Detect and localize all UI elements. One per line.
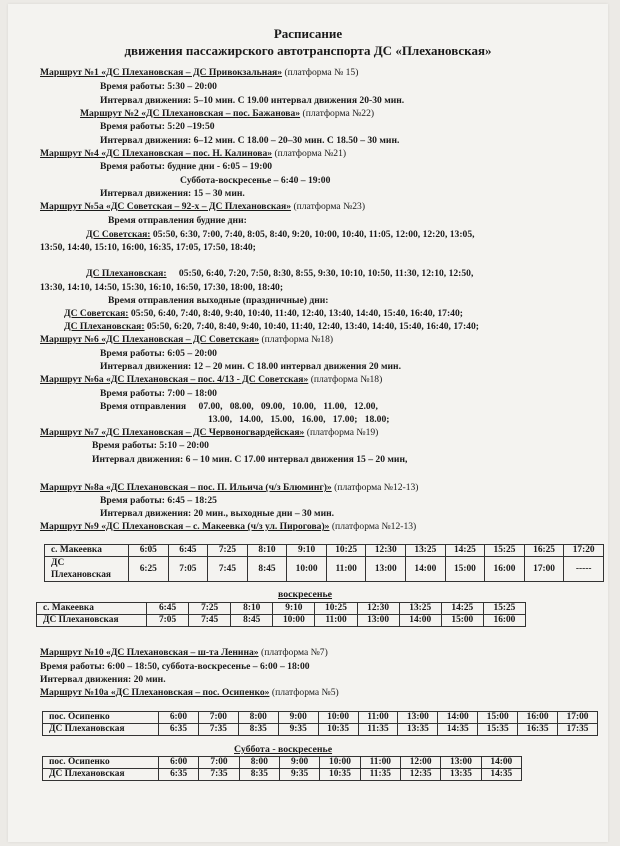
time-cell: 11:35 <box>360 769 400 781</box>
time-cell: 8:35 <box>239 769 279 781</box>
route-10a-heading <box>40 687 339 699</box>
time-cell: 7:45 <box>189 615 231 627</box>
time-cell: 7:25 <box>208 545 248 557</box>
route-5a-we-sov-label: ДС Советская: <box>64 308 129 319</box>
route-5a-weekend-head: Время отправления выходные (праздничные) дни: <box>108 295 329 306</box>
route-2-interval: Интервал движения: 6–12 мин. С 18.00 – 20–30 мин. С 18.50 – 30 мин. <box>100 135 400 146</box>
time-cell: 7:45 <box>208 557 248 582</box>
table-row <box>43 724 598 736</box>
time-cell: 9:00 <box>279 757 319 769</box>
route-5a-heading <box>40 201 365 213</box>
time-cell: 6:00 <box>159 757 199 769</box>
route-6a-dep-1: 07.00, 08.00, 09.00, 10.00, 11.00, 12.00, <box>198 401 378 412</box>
route-8a-heading <box>40 482 419 494</box>
route-10-hours: Время работы: 6:00 – 18:50, суббота-воскресенье – 6:00 – 18:00 <box>40 661 310 672</box>
time-cell: 15:00 <box>478 712 518 724</box>
route-10a-weekend-table <box>42 756 522 781</box>
route-6a-dep-row <box>100 401 378 413</box>
schedule-sheet <box>8 4 608 842</box>
route-10-title: Маршрут №10 «ДС Плехановская – ш-та Ленина» <box>40 647 259 658</box>
route-10a-weekday-table <box>42 711 598 736</box>
time-cell: 13:00 <box>441 757 481 769</box>
time-cell: 12:35 <box>400 769 440 781</box>
time-cell: 13:35 <box>398 724 438 736</box>
time-cell: 14:35 <box>481 769 521 781</box>
time-cell: 15:35 <box>478 724 518 736</box>
row-label: ДС Плехановская <box>43 724 159 736</box>
time-cell: 8:45 <box>231 615 273 627</box>
time-cell: 17:35 <box>558 724 598 736</box>
time-cell: 8:00 <box>238 712 278 724</box>
route-5a-ple-label: ДС Плехановская: <box>86 268 167 279</box>
route-6a-dep-2: 13.00, 14.00, 15.00, 16.00, 17.00; 18.00; <box>208 414 390 425</box>
time-cell: 16:00 <box>518 712 558 724</box>
route-6a-platform: (платформа №18) <box>310 374 383 385</box>
table-row <box>37 603 526 615</box>
row-label: ДС Плехановская <box>43 769 159 781</box>
time-cell: 14:00 <box>406 557 446 582</box>
time-cell: 14:25 <box>445 545 485 557</box>
route-9-weekend-table <box>36 602 526 627</box>
time-cell: 11:00 <box>358 712 398 724</box>
route-6-interval: Интервал движения: 12 – 20 мин. С 18.00 интервал движения 20 мин. <box>100 361 401 372</box>
route-6-heading <box>40 334 333 346</box>
route-10a-title: Маршрут №10а «ДС Плехановская – пос. Осипенко» <box>40 687 270 698</box>
time-cell: 10:00 <box>320 757 360 769</box>
route-6-hours: Время работы: 6:05 – 20:00 <box>100 348 217 359</box>
time-cell: 9:10 <box>287 545 327 557</box>
time-cell: 10:00 <box>287 557 327 582</box>
time-cell: 14:00 <box>481 757 521 769</box>
time-cell: 17:20 <box>564 545 604 557</box>
time-cell: 8:00 <box>239 757 279 769</box>
time-cell: ----- <box>564 557 604 582</box>
route-2-platform: (платформа №22) <box>302 108 375 119</box>
route-9-weekday-table <box>44 544 604 582</box>
time-cell: 8:10 <box>247 545 287 557</box>
route-5a-sov-times-2: 13:50, 14:40, 15:10, 16:00, 16:35, 17:05, 17:50, 18:40; <box>40 242 256 253</box>
route-8a-hours: Время работы: 6:45 – 18:25 <box>100 495 217 506</box>
route-5a-we-ple-times: 05:50, 6:20, 7:40, 8:40, 9:40, 10:40, 11:40, 12:40, 13:40, 14:40, 15:40, 16:40, 17:40; <box>146 321 479 332</box>
time-cell: 9:35 <box>279 769 319 781</box>
time-cell: 11:35 <box>358 724 398 736</box>
route-6a-dep-label: Время отправления <box>100 401 187 412</box>
page-title: Расписание <box>273 26 343 41</box>
time-cell: 16:00 <box>485 557 525 582</box>
route-5a-sov-times-1: 05:50, 6:30, 7:00, 7:40, 8:05, 8:40, 9:20, 10:00, 10:40, 11:05, 12:00, 12:20, 13:05, <box>152 229 475 240</box>
time-cell: 12:00 <box>400 757 440 769</box>
time-cell: 7:35 <box>198 724 238 736</box>
time-cell: 15:25 <box>485 545 525 557</box>
table-row <box>45 557 604 582</box>
route-5a-ple-row <box>86 268 473 280</box>
route-7-heading <box>40 427 378 439</box>
route-4-hours-weekend: Суббота-воскресенье – 6:40 – 19:00 <box>180 175 331 186</box>
row-label: с. Макеевка <box>45 545 129 557</box>
time-cell: 10:25 <box>326 545 366 557</box>
time-cell: 6:05 <box>129 545 169 557</box>
route-10-interval: Интервал движения: 20 мин. <box>40 674 166 685</box>
route-4-title: Маршрут №4 «ДС Плехановская – пос. Н. Калинова» <box>40 148 273 159</box>
row-label: пос. Осипенко <box>43 757 159 769</box>
route-6-platform: (платформа №18) <box>261 334 334 345</box>
table-row <box>43 769 522 781</box>
route-5a-sov-row <box>86 229 475 241</box>
time-cell: 8:45 <box>247 557 287 582</box>
time-cell: 7:00 <box>199 757 239 769</box>
time-cell: 16:35 <box>518 724 558 736</box>
time-cell: 7:35 <box>199 769 239 781</box>
time-cell: 6:35 <box>159 769 199 781</box>
route-4-platform: (платформа №21) <box>274 148 347 159</box>
time-cell: 17:00 <box>524 557 564 582</box>
time-cell: 13:25 <box>399 603 441 615</box>
time-cell: 7:05 <box>168 557 208 582</box>
route-7-hours: Время работы: 5:10 – 20:00 <box>92 440 209 451</box>
route-9-title: Маршрут №9 «ДС Плехановская – с. Макеевка (ч/з ул. Пирогова)» <box>40 521 330 532</box>
time-cell: 9:35 <box>278 724 318 736</box>
time-cell: 14:25 <box>441 603 483 615</box>
page-subtitle: движения пассажирского автотранспорта ДС «Плехановская» <box>124 43 492 58</box>
time-cell: 13:00 <box>398 712 438 724</box>
row-label: с. Макеевка <box>37 603 147 615</box>
route-9-platform: (платформа №12-13) <box>331 521 417 532</box>
time-cell: 15:00 <box>445 557 485 582</box>
route-6-title: Маршрут №6 «ДС Плехановская – ДС Советская» <box>40 334 260 345</box>
time-cell: 8:35 <box>238 724 278 736</box>
table-row <box>45 545 604 557</box>
route-2-title: Маршрут №2 «ДС Плехановская – пос. Бажанова» <box>80 108 301 119</box>
route-9-weekend-title: воскресенье <box>278 589 333 600</box>
time-cell: 15:00 <box>441 615 483 627</box>
route-6a-hours: Время работы: 7:00 – 18:00 <box>100 388 217 399</box>
route-5a-we-ple-label: ДС Плехановская: <box>64 321 145 332</box>
time-cell: 11:00 <box>315 615 357 627</box>
route-1-interval: Интервал движения: 5–10 мин. С 19.00 интервал движения 20-30 мин. <box>100 95 405 106</box>
time-cell: 14:35 <box>438 724 478 736</box>
route-5a-platform: (платформа №23) <box>293 201 366 212</box>
route-9-heading <box>40 521 416 533</box>
time-cell: 10:00 <box>273 615 315 627</box>
time-cell: 10:25 <box>315 603 357 615</box>
route-2-heading <box>80 108 374 120</box>
route-7-platform: (платформа №19) <box>306 427 379 438</box>
time-cell: 7:00 <box>198 712 238 724</box>
route-10-heading <box>40 647 328 659</box>
time-cell: 6:35 <box>159 724 199 736</box>
time-cell: 13:25 <box>406 545 446 557</box>
route-7-interval: Интервал движения: 6 – 10 мин. С 17.00 интервал движения 15 – 20 мин, <box>92 454 408 465</box>
route-6a-title: Маршрут №6а «ДС Плехановская – пос. 4/13 - ДС Советская» <box>40 374 309 385</box>
route-4-interval: Интервал движения: 15 – 30 мин. <box>100 188 245 199</box>
route-1-platform: (платформа № 15) <box>284 67 359 78</box>
route-5a-ple-times-1: 05:50, 6:40, 7:20, 7:50, 8:30, 8:55, 9:30, 10:10, 10:50, 11:30, 12:10, 12:50, <box>178 268 474 279</box>
time-cell: 10:35 <box>320 769 360 781</box>
route-10a-weekend-title: Суббота - воскресенье <box>234 744 333 755</box>
route-10-platform: (платформа №7) <box>261 647 328 658</box>
time-cell: 6:25 <box>129 557 169 582</box>
time-cell: 17:00 <box>558 712 598 724</box>
route-7-title: Маршрут №7 «ДС Плехановская – ДС Червоногвардейская» <box>40 427 305 438</box>
route-6a-heading <box>40 374 382 386</box>
time-cell: 16:00 <box>483 615 525 627</box>
time-cell: 13:00 <box>366 557 406 582</box>
row-label: ДС Плехановская <box>45 557 129 582</box>
route-1-heading <box>40 67 358 79</box>
time-cell: 7:25 <box>189 603 231 615</box>
route-2-hours: Время работы: 5:20 –19:50 <box>100 121 215 132</box>
route-5a-title: Маршрут №5а «ДС Советская – 92-х – ДС Плехановская» <box>40 201 292 212</box>
table-row <box>37 615 526 627</box>
time-cell: 7:05 <box>147 615 189 627</box>
row-label: пос. Осипенко <box>43 712 159 724</box>
time-cell: 12:30 <box>357 603 399 615</box>
time-cell: 8:10 <box>231 603 273 615</box>
time-cell: 6:00 <box>159 712 199 724</box>
route-8a-interval: Интервал движения: 20 мин., выходные дни – 30 мин. <box>100 508 335 519</box>
time-cell: 13:00 <box>357 615 399 627</box>
time-cell: 14:00 <box>399 615 441 627</box>
route-4-hours-weekday: Время работы: будние дни - 6:05 – 19:00 <box>100 161 273 172</box>
time-cell: 10:00 <box>318 712 358 724</box>
route-8a-platform: (платформа №12-13) <box>334 482 419 493</box>
time-cell: 11:00 <box>360 757 400 769</box>
route-5a-we-sov-row <box>64 308 463 320</box>
time-cell: 12:30 <box>366 545 406 557</box>
route-10a-platform: (платформа №5) <box>271 687 339 698</box>
time-cell: 14:00 <box>438 712 478 724</box>
route-8a-title: Маршрут №8а «ДС Плехановская – пос. П. Ильича (ч/з Блюминг)» <box>40 482 332 493</box>
time-cell: 9:10 <box>273 603 315 615</box>
time-cell: 9:00 <box>278 712 318 724</box>
table-row <box>43 757 522 769</box>
time-cell: 15:25 <box>483 603 525 615</box>
time-cell: 16:25 <box>524 545 564 557</box>
time-cell: 10:35 <box>318 724 358 736</box>
route-5a-we-ple-row <box>64 321 479 333</box>
route-5a-weekday-head: Время отправления будние дни: <box>108 215 247 226</box>
table-row <box>43 712 598 724</box>
route-4-heading <box>40 148 346 160</box>
row-label: ДС Плехановская <box>37 615 147 627</box>
time-cell: 6:45 <box>147 603 189 615</box>
route-1-hours: Время работы: 5:30 – 20:00 <box>100 81 217 92</box>
route-1-title: Маршрут №1 «ДС Плехановская – ДС Привокзальная» <box>40 67 283 78</box>
route-5a-sov-label: ДС Советская: <box>86 229 151 240</box>
route-5a-we-sov-times: 05:50, 6:40, 7:40, 8:40, 9:40, 10:40, 11:40, 12:40, 13:40, 14:40, 15:40, 16:40, 17:40; <box>130 308 463 319</box>
time-cell: 13:35 <box>441 769 481 781</box>
route-5a-ple-times-2: 13:30, 14:10, 14:50, 15:30, 16:10, 16:50, 17:30, 18:00, 18:40; <box>40 282 284 293</box>
time-cell: 6:45 <box>168 545 208 557</box>
time-cell: 11:00 <box>326 557 366 582</box>
